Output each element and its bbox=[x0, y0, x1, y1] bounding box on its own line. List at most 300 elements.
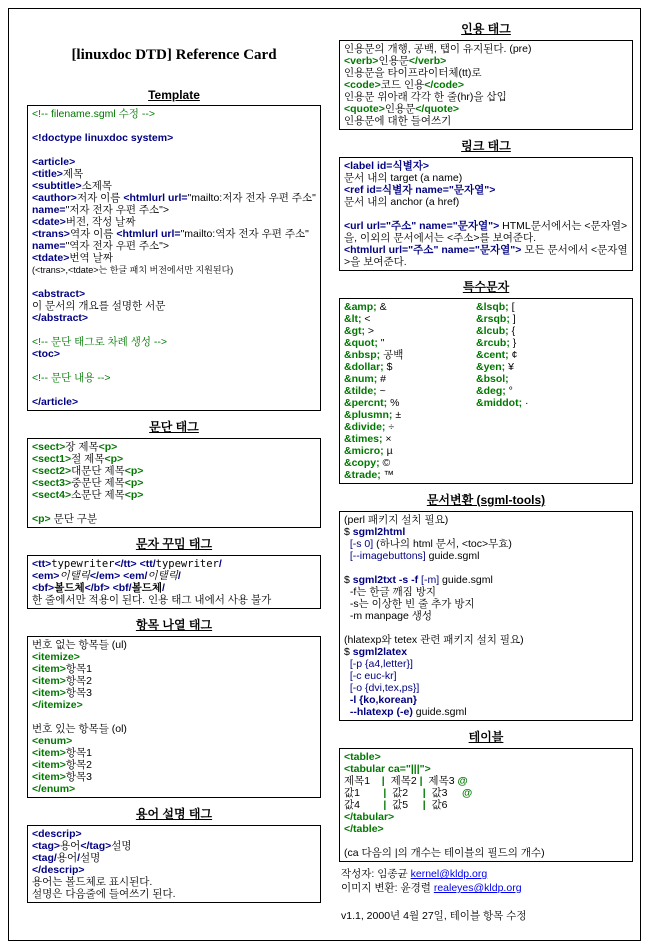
code-line bbox=[344, 208, 628, 220]
entity-glyph: © bbox=[379, 457, 391, 469]
entity-glyph: ™ bbox=[380, 469, 395, 481]
entity-glyph: ~ bbox=[376, 385, 386, 397]
tag-text: <p> bbox=[124, 489, 144, 501]
code-text: (<trans>,<tdate>는 한글 패치 버전에서만 지원된다) bbox=[32, 265, 234, 275]
tag-text: <author> bbox=[32, 192, 77, 204]
code-text: 설명 bbox=[80, 852, 101, 864]
code-line bbox=[32, 168, 316, 180]
entity-glyph: ¥ bbox=[505, 361, 514, 373]
code-line bbox=[341, 895, 631, 909]
code-text: -f는 한글 깨짐 방지 bbox=[344, 586, 437, 598]
code-text: 이미지 변환: 윤경렬 bbox=[341, 882, 434, 894]
entity-glyph: µ bbox=[383, 445, 393, 457]
entity-glyph: > bbox=[365, 325, 375, 337]
code-text: 작성자: 임종균 bbox=[341, 868, 411, 880]
tag-text: <tt> bbox=[32, 558, 52, 570]
code-line bbox=[344, 799, 628, 811]
section-char-style-tags-heading: 문자 꾸밈 태그 bbox=[135, 537, 213, 551]
code-line bbox=[32, 264, 316, 276]
code-line bbox=[344, 670, 628, 682]
code-line bbox=[344, 622, 628, 634]
code-text: 중문단 제목 bbox=[71, 477, 125, 489]
code-line bbox=[32, 336, 316, 348]
code-line bbox=[344, 598, 628, 610]
code-text: 볼드체 bbox=[54, 582, 85, 594]
tag-text: <bf/ bbox=[112, 582, 132, 594]
code-line bbox=[32, 675, 316, 687]
tag-text: </verb> bbox=[408, 55, 447, 67]
special-char-left bbox=[344, 457, 476, 469]
code-text: 설명은 다음줄에 들여쓰기 된다. bbox=[32, 888, 176, 900]
entity-name: &rcub; bbox=[476, 337, 510, 349]
code-text: (hlatexp와 tetex 관련 패키지 설치 필요) bbox=[344, 634, 524, 646]
tag-text: / bbox=[218, 558, 222, 570]
entity-glyph bbox=[509, 373, 512, 385]
email-link[interactable]: kernel@kldp.org bbox=[410, 868, 488, 880]
tag-text: <p> bbox=[124, 465, 144, 477]
code-line bbox=[344, 67, 628, 79]
special-char-row bbox=[344, 337, 628, 349]
code-line bbox=[344, 538, 628, 550]
code-line bbox=[344, 103, 628, 115]
section-quote-tags-heading: 인용 태그 bbox=[461, 22, 511, 36]
code-line bbox=[344, 847, 628, 859]
code-text: "mailto:저자 전자 우편 주소" bbox=[187, 192, 319, 204]
code-line bbox=[344, 220, 628, 244]
entity-glyph: ] bbox=[509, 313, 516, 325]
code-text: 값5 bbox=[386, 799, 423, 811]
code-line bbox=[32, 852, 316, 864]
code-line bbox=[32, 723, 316, 735]
code-text: 번역 날짜 bbox=[69, 252, 113, 264]
tag-text: </itemize> bbox=[32, 699, 83, 711]
section-template-heading: Template bbox=[148, 88, 200, 102]
code-text: 값3 bbox=[425, 787, 463, 799]
section-paragraph-tags bbox=[27, 438, 321, 528]
special-char-left bbox=[344, 301, 476, 313]
code-text: $ bbox=[344, 574, 353, 586]
entity-name: &rsqb; bbox=[476, 313, 510, 325]
tag-text: / bbox=[162, 582, 165, 594]
entity-name: &times; bbox=[344, 433, 383, 445]
code-text: 인용문을 타이프라이터체(tt)로 bbox=[344, 67, 482, 79]
tag-text: [-p {a4,letter}] bbox=[344, 658, 413, 670]
tag-text: </code> bbox=[424, 79, 464, 91]
code-line bbox=[32, 132, 316, 144]
entity-name: &gt; bbox=[344, 325, 365, 337]
section-table-heading: 테이블 bbox=[468, 730, 504, 744]
code-line bbox=[344, 610, 628, 622]
code-line bbox=[32, 348, 316, 360]
code-line bbox=[344, 823, 628, 835]
tag-text: </abstract> bbox=[32, 312, 89, 324]
special-char-row bbox=[344, 313, 628, 325]
code-line bbox=[32, 360, 316, 372]
code-line bbox=[344, 706, 628, 718]
code-line bbox=[344, 658, 628, 670]
code-text: -s는 이상한 빈 줄 추가 방지 bbox=[344, 598, 475, 610]
tag-text: <p> bbox=[124, 477, 144, 489]
code-text: 항목1 bbox=[65, 663, 92, 675]
code-text: 값4 bbox=[344, 799, 384, 811]
section-table bbox=[339, 748, 633, 862]
code-text: 용어는 볼드체로 표시된다. bbox=[32, 876, 153, 888]
tag-text: [--imagebuttons] bbox=[344, 550, 426, 562]
code-line bbox=[341, 909, 631, 923]
code-line bbox=[344, 562, 628, 574]
code-line bbox=[341, 881, 631, 895]
tag-text: <table> bbox=[344, 751, 381, 763]
code-line bbox=[32, 771, 316, 783]
section-paragraph-tags-heading: 문단 태그 bbox=[149, 420, 199, 434]
code-text: 제목3 bbox=[422, 775, 458, 787]
tag-text: [-c euc-kr] bbox=[344, 670, 397, 682]
special-char-left bbox=[344, 445, 476, 457]
section-link-tags-heading: 링크 태그 bbox=[461, 139, 511, 153]
code-line bbox=[32, 120, 316, 132]
section-description-tags-heading: 용어 설명 태그 bbox=[135, 807, 213, 821]
code-line bbox=[344, 43, 628, 55]
tag-text: | bbox=[383, 799, 387, 811]
code-line bbox=[32, 396, 316, 408]
special-char-row bbox=[344, 397, 628, 409]
section-quote-tags bbox=[339, 40, 633, 130]
code-line bbox=[32, 312, 316, 324]
tag-text: <tdate> bbox=[32, 252, 70, 264]
tag-text: <item> bbox=[32, 663, 66, 675]
entity-glyph: < bbox=[361, 313, 371, 325]
tag-text: --hlatexp (-e) bbox=[344, 706, 413, 718]
code-text: 이탤릭 bbox=[59, 570, 90, 582]
tag-text: </bf> bbox=[84, 582, 110, 594]
entity-glyph: # bbox=[377, 373, 387, 385]
tag-text: @ bbox=[457, 775, 468, 787]
tag-text: <sect1> bbox=[32, 453, 72, 465]
comment-text: <!-- filename.sgml 수정 --> bbox=[32, 108, 155, 120]
special-char-left bbox=[344, 409, 476, 421]
code-line bbox=[344, 160, 628, 172]
code-text: (하나의 html 문서, <toc>무효) bbox=[373, 538, 512, 550]
entity-glyph: ÷ bbox=[385, 421, 395, 433]
entity-name: &dollar; bbox=[344, 361, 384, 373]
code-line bbox=[32, 180, 316, 192]
code-text: 버전, 작성 날짜 bbox=[65, 216, 136, 228]
code-text: "mailto:역자 전자 우편 주소" bbox=[180, 228, 312, 240]
special-char-row bbox=[344, 325, 628, 337]
code-text: (perl 패키지 설치 필요) bbox=[344, 514, 449, 526]
code-line bbox=[32, 840, 316, 852]
special-char-left bbox=[344, 421, 476, 433]
tag-text: <abstract> bbox=[32, 288, 86, 300]
code-text: 설명 bbox=[111, 840, 132, 852]
special-char-row bbox=[344, 469, 628, 481]
code-line bbox=[32, 711, 316, 723]
section-description-tags bbox=[27, 825, 321, 903]
code-text: 용어 bbox=[60, 840, 81, 852]
special-char-left bbox=[344, 385, 476, 397]
code-line bbox=[32, 558, 316, 570]
special-char-left bbox=[344, 373, 476, 385]
entity-name: &nbsp; bbox=[344, 349, 381, 361]
comment-text: <!-- 문단 태그로 차례 생성 --> bbox=[32, 336, 168, 348]
section-conversion-heading: 문서변환 (sgml-tools) bbox=[426, 493, 546, 507]
tag-text: [-s 0] bbox=[344, 538, 374, 550]
tag-text: <trans> bbox=[32, 228, 70, 240]
special-char-left bbox=[344, 349, 476, 361]
tag-text: </tt> bbox=[114, 558, 137, 570]
code-line bbox=[344, 835, 628, 847]
entity-glyph: $ bbox=[383, 361, 393, 373]
tag-text: | bbox=[422, 787, 426, 799]
code-text: 한 줄에서만 적용이 된다. 인용 태그 내에서 사용 불가 bbox=[32, 594, 272, 606]
tag-text: <bf> bbox=[32, 582, 55, 594]
code-text: v1.1, 2000년 4월 27일, 테이블 항목 수정 bbox=[341, 910, 527, 922]
code-line bbox=[32, 441, 316, 453]
code-text: 이 문서의 개요를 설명한 서문 bbox=[32, 300, 166, 312]
entity-name: &lt; bbox=[344, 313, 362, 325]
reference-card-page bbox=[8, 8, 641, 941]
entity-glyph: 공백 bbox=[380, 349, 404, 361]
code-text: 인용문 위아래 각각 한 줄(hr)을 삽입 bbox=[344, 91, 507, 103]
code-text: 문서 내의 anchor (a href) bbox=[344, 196, 460, 208]
code-text: 값2 bbox=[386, 787, 423, 799]
code-text: 문서 내의 target (a name) bbox=[344, 172, 463, 184]
tag-text: </table> bbox=[344, 823, 384, 835]
code-text: 소제목 bbox=[81, 180, 113, 192]
section-special-chars-heading: 특수문자 bbox=[462, 280, 510, 294]
code-line bbox=[344, 682, 628, 694]
email-link[interactable]: realeyes@kldp.org bbox=[433, 882, 522, 894]
code-text: $ bbox=[344, 526, 353, 538]
entity-name: &deg; bbox=[476, 385, 506, 397]
special-char-left bbox=[344, 433, 476, 445]
code-line bbox=[32, 699, 316, 711]
entity-glyph: } bbox=[509, 337, 517, 349]
tag-text: </quote> bbox=[415, 103, 460, 115]
code-line bbox=[32, 864, 316, 876]
entity-glyph: " bbox=[377, 337, 385, 349]
code-text: guide.sgml bbox=[439, 574, 493, 586]
code-text: 번호 없는 항목들 (ul) bbox=[32, 639, 127, 651]
code-text: 역자 이름 bbox=[69, 228, 117, 240]
tag-text: <p> bbox=[98, 441, 118, 453]
code-text: (ca 다음의 |의 개수는 테이블의 필드의 개수) bbox=[344, 847, 545, 859]
code-line bbox=[32, 465, 316, 477]
tag-text: <em/ bbox=[123, 570, 148, 582]
entity-glyph: % bbox=[387, 397, 400, 409]
code-text: guide.sgml bbox=[425, 550, 480, 562]
special-char-row bbox=[344, 361, 628, 373]
code-line bbox=[344, 184, 628, 196]
code-text: 인용문에 대한 들여쓰기 bbox=[344, 115, 452, 127]
code-line bbox=[32, 288, 316, 300]
tag-text: sgml2txt -s -f bbox=[352, 574, 419, 586]
tag-text: </enum> bbox=[32, 783, 76, 795]
code-line bbox=[344, 526, 628, 538]
entity-name: &bsol; bbox=[476, 373, 509, 385]
tag-text: sgml2latex bbox=[352, 646, 408, 658]
tag-text: <tag> bbox=[32, 840, 61, 852]
code-text: typewriter bbox=[155, 558, 219, 570]
left-column bbox=[27, 17, 321, 923]
code-line bbox=[32, 783, 316, 795]
tag-text: / bbox=[177, 570, 181, 582]
code-line bbox=[344, 634, 628, 646]
entity-glyph: ± bbox=[392, 409, 402, 421]
right-column bbox=[339, 17, 633, 923]
special-char-row bbox=[344, 349, 628, 361]
entity-name: &percnt; bbox=[344, 397, 388, 409]
tag-text: </article> bbox=[32, 396, 79, 408]
tag-text: <itemize> bbox=[32, 651, 80, 663]
tag-text: <sect3> bbox=[32, 477, 72, 489]
section-list-tags bbox=[27, 636, 321, 798]
tag-text: <item> bbox=[32, 687, 66, 699]
tag-text: [-m] bbox=[421, 574, 440, 586]
code-line bbox=[32, 192, 319, 216]
entity-name: &cent; bbox=[476, 349, 509, 361]
tag-text: <item> bbox=[32, 759, 66, 771]
code-line bbox=[344, 811, 628, 823]
code-text: "역자 전자 우편 주소"> bbox=[65, 240, 170, 252]
tag-text: | bbox=[383, 787, 387, 799]
tag-text: <htmlurl url= bbox=[116, 228, 181, 240]
code-line bbox=[32, 876, 316, 888]
special-char-left bbox=[344, 325, 476, 337]
code-line bbox=[341, 867, 631, 881]
code-text: 제목1 bbox=[344, 775, 382, 787]
tag-text: <article> bbox=[32, 156, 76, 168]
code-line bbox=[32, 453, 316, 465]
code-line bbox=[344, 763, 628, 775]
code-line bbox=[344, 694, 628, 706]
code-text: guide.sgml bbox=[412, 706, 467, 718]
section-list-tags-heading: 항목 나열 태그 bbox=[135, 618, 213, 632]
code-line bbox=[32, 639, 316, 651]
tag-text: <sect> bbox=[32, 441, 66, 453]
code-line bbox=[32, 384, 316, 396]
tag-text: </descrip> bbox=[32, 864, 85, 876]
tag-text: <subtitle> bbox=[32, 180, 82, 192]
entity-glyph: ¢ bbox=[508, 349, 518, 361]
tag-text: <!doctype linuxdoc system> bbox=[32, 132, 174, 144]
tag-text: <sect2> bbox=[32, 465, 72, 477]
tag-text: | bbox=[422, 799, 426, 811]
code-line bbox=[344, 55, 628, 67]
code-line bbox=[32, 300, 316, 312]
tag-text: sgml2html bbox=[352, 526, 406, 538]
code-line bbox=[32, 687, 316, 699]
code-line bbox=[32, 582, 316, 594]
code-line bbox=[32, 276, 316, 288]
tag-text: [-o {dvi,tex,ps}] bbox=[344, 682, 420, 694]
code-line bbox=[344, 751, 628, 763]
code-text: 용어 bbox=[56, 852, 78, 864]
section-special-chars bbox=[339, 298, 633, 484]
code-line bbox=[344, 586, 628, 598]
code-line bbox=[32, 228, 316, 252]
code-line bbox=[32, 216, 316, 228]
code-line bbox=[32, 663, 316, 675]
code-text: 항목3 bbox=[65, 771, 92, 783]
entity-name: &plusmn; bbox=[344, 409, 393, 421]
tag-text: <em> bbox=[32, 570, 60, 582]
code-line bbox=[344, 574, 628, 586]
code-text: 값6 bbox=[425, 799, 448, 811]
code-text: HTML문서에서는 <문자열>을, 이외의 문서에서는 <주소>를 보여준다. bbox=[344, 220, 628, 244]
code-line bbox=[344, 775, 628, 787]
code-line bbox=[344, 115, 628, 127]
tag-text: | bbox=[419, 775, 423, 787]
tag-text: <code> bbox=[344, 79, 381, 91]
section-template bbox=[27, 105, 321, 411]
code-text: $ bbox=[344, 646, 353, 658]
code-line bbox=[344, 172, 628, 184]
tag-text: <verb> bbox=[344, 55, 379, 67]
special-char-left bbox=[344, 313, 476, 325]
tag-text: / bbox=[77, 852, 81, 864]
tag-text: <ref id=식별자 name="문자열"> bbox=[344, 184, 496, 196]
special-char-left bbox=[344, 361, 476, 373]
special-char-row bbox=[344, 433, 628, 445]
tag-text: <item> bbox=[32, 771, 66, 783]
code-text: 절 제목 bbox=[71, 453, 105, 465]
tag-text: <tt/ bbox=[139, 558, 156, 570]
tag-text: <htmlurl url="주소" name="문자열"> bbox=[344, 244, 522, 256]
entity-name: &copy; bbox=[344, 457, 380, 469]
entity-glyph: { bbox=[508, 325, 516, 337]
code-line bbox=[32, 252, 316, 264]
tag-text: </em> bbox=[89, 570, 121, 582]
tag-text: @ bbox=[462, 787, 473, 799]
tag-text: <p> bbox=[104, 453, 124, 465]
tag-text: name= bbox=[32, 240, 66, 252]
code-text: "저자 전자 우편 주소"> bbox=[65, 204, 170, 216]
tag-text: </tag> bbox=[80, 840, 112, 852]
special-char-row bbox=[344, 385, 628, 397]
tag-text: <tag/ bbox=[32, 852, 57, 864]
code-line bbox=[344, 244, 628, 268]
page-title: [linuxdoc DTD] Reference Card bbox=[71, 47, 277, 63]
tag-text: <label id=식별자> bbox=[344, 160, 430, 172]
code-line bbox=[32, 570, 316, 582]
code-text: 항목1 bbox=[65, 747, 92, 759]
tag-text: <enum> bbox=[32, 735, 73, 747]
section-conversion bbox=[339, 511, 633, 721]
code-line bbox=[32, 372, 316, 384]
tag-text: <descrip> bbox=[32, 828, 82, 840]
special-char-left bbox=[344, 397, 476, 409]
entity-name: &middot; bbox=[476, 397, 523, 409]
special-char-row bbox=[344, 373, 628, 385]
code-line bbox=[32, 651, 316, 663]
code-line bbox=[344, 91, 628, 103]
code-text: 번호 있는 항목들 (ol) bbox=[32, 723, 127, 735]
code-line bbox=[32, 489, 316, 501]
special-char-left bbox=[344, 337, 476, 349]
code-text: 문단 구분 bbox=[50, 513, 98, 525]
tag-text: <url url="주소" name="문자열"> bbox=[344, 220, 500, 232]
tag-text: | bbox=[381, 775, 385, 787]
code-line bbox=[344, 79, 628, 91]
code-text: 인용문 bbox=[384, 103, 416, 115]
entity-glyph: [ bbox=[508, 301, 515, 313]
code-line bbox=[344, 514, 628, 526]
tag-text: <title> bbox=[32, 168, 63, 180]
tag-text: <quote> bbox=[344, 103, 385, 115]
tag-text: <date> bbox=[32, 216, 66, 228]
entity-name: &tilde; bbox=[344, 385, 377, 397]
